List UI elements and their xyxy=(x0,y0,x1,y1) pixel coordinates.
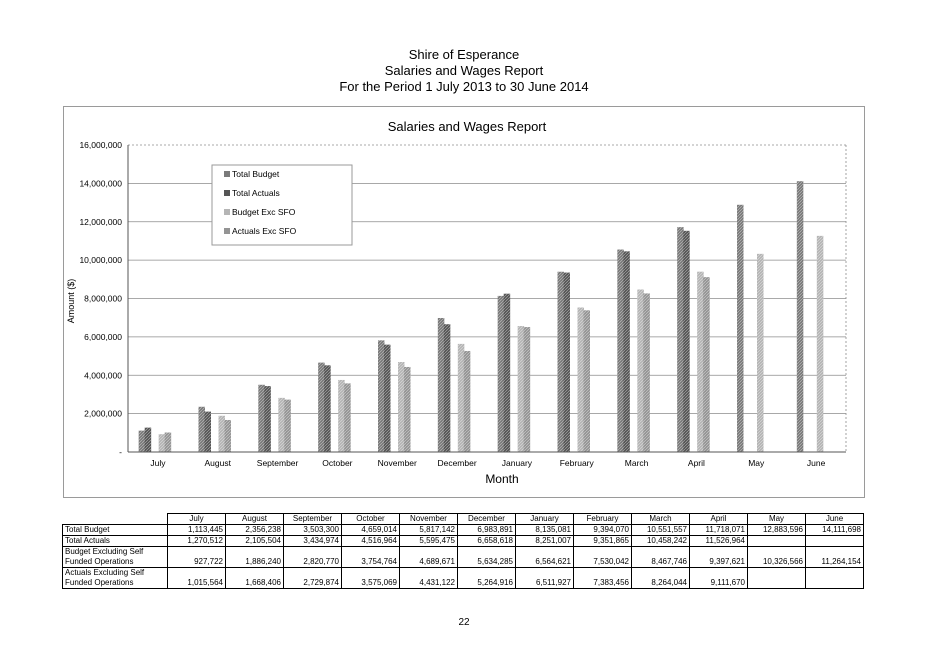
table-cell: 5,634,285 xyxy=(458,547,516,568)
table-month-header: January xyxy=(516,514,574,525)
bar-hatch xyxy=(324,365,331,452)
x-tick-label: November xyxy=(377,458,417,468)
bar-hatch xyxy=(703,277,710,452)
table-month-header: July xyxy=(168,514,226,525)
y-tick-label: 6,000,000 xyxy=(84,331,122,342)
legend-label: Actuals Exc SFO xyxy=(232,226,297,236)
table-row xyxy=(63,547,864,568)
bar-hatch xyxy=(578,308,585,452)
bar-hatch xyxy=(225,420,232,452)
table-cell: 10,458,242 xyxy=(632,536,690,547)
table-cell: 9,397,621 xyxy=(690,547,748,568)
table-month-header: December xyxy=(458,514,516,525)
chart-area xyxy=(63,106,865,498)
bar-hatch xyxy=(139,431,146,452)
bar-hatch xyxy=(584,310,591,452)
bar-hatch xyxy=(159,434,166,452)
table-row-label: Budget Excluding Self Funded Operations xyxy=(63,547,168,568)
legend-swatch xyxy=(224,209,230,215)
x-tick-label: January xyxy=(501,458,533,468)
bar-hatch xyxy=(278,398,285,452)
table-cell: 9,111,670 xyxy=(690,568,748,589)
table-cell: 14,111,698 xyxy=(806,525,864,536)
report-title: Salaries and Wages Report xyxy=(384,63,544,78)
table-cell: 4,689,671 xyxy=(400,547,458,568)
bar-hatch xyxy=(205,412,212,452)
table-month-header: June xyxy=(806,514,864,525)
data-table xyxy=(62,513,864,589)
table-cell: 10,326,566 xyxy=(748,547,806,568)
table-cell: 1,015,564 xyxy=(168,568,226,589)
bar-hatch xyxy=(284,400,291,452)
legend-swatch xyxy=(224,228,230,234)
table-cell: 7,383,456 xyxy=(574,568,632,589)
legend-swatch xyxy=(224,190,230,196)
legend-label: Total Budget xyxy=(232,169,280,179)
report-period: For the Period 1 July 2013 to 30 June 2014 xyxy=(339,79,589,94)
table-month-header: October xyxy=(342,514,400,525)
table-month-header: February xyxy=(574,514,632,525)
table-month-header: September xyxy=(284,514,342,525)
table-cell: 6,658,618 xyxy=(458,536,516,547)
table-row-label: Actuals Excluding Self Funded Operations xyxy=(63,568,168,589)
table-cell: 4,659,014 xyxy=(342,525,400,536)
table-cell: 3,575,069 xyxy=(342,568,400,589)
table-cell: 5,595,475 xyxy=(400,536,458,547)
table-cell: 4,431,122 xyxy=(400,568,458,589)
table-corner-cell xyxy=(63,514,168,525)
bar-hatch xyxy=(623,251,630,452)
bar-hatch xyxy=(199,407,206,452)
y-tick-label: 4,000,000 xyxy=(84,370,122,381)
bar-hatch xyxy=(464,351,471,452)
x-tick-label: March xyxy=(624,458,649,468)
table-cell: 3,754,764 xyxy=(342,547,400,568)
bar-chart xyxy=(64,107,864,497)
table-cell: 11,526,964 xyxy=(690,536,748,547)
bar-hatch xyxy=(737,205,744,452)
table-cell: 9,351,865 xyxy=(574,536,632,547)
x-tick-label: February xyxy=(559,458,594,468)
table-header-row xyxy=(63,514,864,525)
bar-hatch xyxy=(677,227,684,452)
bar-hatch xyxy=(378,340,385,452)
bar-hatch xyxy=(558,272,565,452)
table-cell: 8,264,044 xyxy=(632,568,690,589)
bar-hatch xyxy=(444,324,451,452)
bar-hatch xyxy=(498,296,505,452)
table-cell: 2,356,238 xyxy=(226,525,284,536)
bar-hatch xyxy=(438,318,445,452)
table-row xyxy=(63,525,864,536)
table-month-header: March xyxy=(632,514,690,525)
x-tick-label: June xyxy=(806,458,826,468)
table-cell xyxy=(806,568,864,589)
bar-hatch xyxy=(797,181,804,452)
legend-label: Total Actuals xyxy=(232,188,280,198)
y-tick-label: 12,000,000 xyxy=(79,216,122,227)
table-cell: 8,467,746 xyxy=(632,547,690,568)
bar-hatch xyxy=(258,385,265,452)
table-row-label: Total Actuals xyxy=(63,536,168,547)
page-number: 22 xyxy=(458,617,470,628)
table-cell: 6,564,621 xyxy=(516,547,574,568)
table-cell: 1,886,240 xyxy=(226,547,284,568)
report-org-title: Shire of Esperance xyxy=(408,47,520,62)
bar-hatch xyxy=(458,344,465,452)
x-tick-label: October xyxy=(322,458,353,468)
table-cell: 3,434,974 xyxy=(284,536,342,547)
table-month-header: August xyxy=(226,514,284,525)
table-row-label: Total Budget xyxy=(63,525,168,536)
x-tick-label: August xyxy=(204,458,231,468)
x-tick-label: December xyxy=(437,458,477,468)
table-month-header: May xyxy=(748,514,806,525)
x-tick-label: April xyxy=(687,458,705,468)
bar-hatch xyxy=(145,428,152,452)
bar-hatch xyxy=(564,273,571,452)
bar-hatch xyxy=(338,380,345,452)
y-tick-label: - xyxy=(119,447,122,457)
table-cell: 2,105,504 xyxy=(226,536,284,547)
bar-hatch xyxy=(504,294,511,452)
bar-hatch xyxy=(318,363,325,452)
table-cell: 6,511,927 xyxy=(516,568,574,589)
bar-hatch xyxy=(683,231,690,452)
table-cell: 4,516,964 xyxy=(342,536,400,547)
bar-hatch xyxy=(643,293,650,452)
table-cell xyxy=(748,568,806,589)
bar-hatch xyxy=(757,254,764,452)
bar-hatch xyxy=(697,272,704,452)
x-tick-label: July xyxy=(150,458,166,468)
x-axis-title: Month xyxy=(485,472,519,486)
table-row xyxy=(63,536,864,547)
table-cell: 1,270,512 xyxy=(168,536,226,547)
y-axis-title: Amount ($) xyxy=(66,278,76,324)
bar-hatch xyxy=(219,416,226,452)
bar-hatch xyxy=(817,236,824,452)
table-month-header: April xyxy=(690,514,748,525)
table-cell: 10,551,557 xyxy=(632,525,690,536)
legend-swatch xyxy=(224,171,230,177)
y-tick-label: 16,000,000 xyxy=(79,140,122,150)
table-cell: 3,503,300 xyxy=(284,525,342,536)
bar-hatch xyxy=(264,386,271,452)
table-cell: 1,113,445 xyxy=(168,525,226,536)
table-cell: 2,820,770 xyxy=(284,547,342,568)
x-tick-label: September xyxy=(256,458,299,468)
table-cell: 5,264,916 xyxy=(458,568,516,589)
table-cell: 11,718,071 xyxy=(690,525,748,536)
table-cell: 7,530,042 xyxy=(574,547,632,568)
y-tick-label: 10,000,000 xyxy=(79,255,122,266)
table-cell xyxy=(806,536,864,547)
y-tick-label: 2,000,000 xyxy=(84,408,122,419)
x-tick-label: May xyxy=(748,458,765,468)
bar-hatch xyxy=(344,383,351,452)
table-cell: 8,135,081 xyxy=(516,525,574,536)
table-row xyxy=(63,568,864,589)
bar-hatch xyxy=(384,345,391,452)
bar-hatch xyxy=(617,250,624,452)
table-cell: 9,394,070 xyxy=(574,525,632,536)
table-cell: 2,729,874 xyxy=(284,568,342,589)
table-cell xyxy=(748,536,806,547)
chart-legend xyxy=(212,165,352,245)
table-month-header: November xyxy=(400,514,458,525)
table-cell: 11,264,154 xyxy=(806,547,864,568)
legend-label: Budget Exc SFO xyxy=(232,207,296,217)
bar-hatch xyxy=(165,433,172,452)
bar-hatch xyxy=(524,327,531,452)
bar-hatch xyxy=(637,290,644,452)
table-cell: 8,251,007 xyxy=(516,536,574,547)
table-cell: 1,668,406 xyxy=(226,568,284,589)
table-cell: 12,883,596 xyxy=(748,525,806,536)
table-cell: 927,722 xyxy=(168,547,226,568)
y-tick-label: 8,000,000 xyxy=(84,293,122,304)
chart-title: Salaries and Wages Report xyxy=(387,119,547,134)
bar-hatch xyxy=(518,326,525,452)
table-cell: 6,983,891 xyxy=(458,525,516,536)
bar-hatch xyxy=(404,367,411,452)
y-tick-label: 14,000,000 xyxy=(79,178,122,189)
table-cell: 5,817,142 xyxy=(400,525,458,536)
bar-hatch xyxy=(398,362,405,452)
